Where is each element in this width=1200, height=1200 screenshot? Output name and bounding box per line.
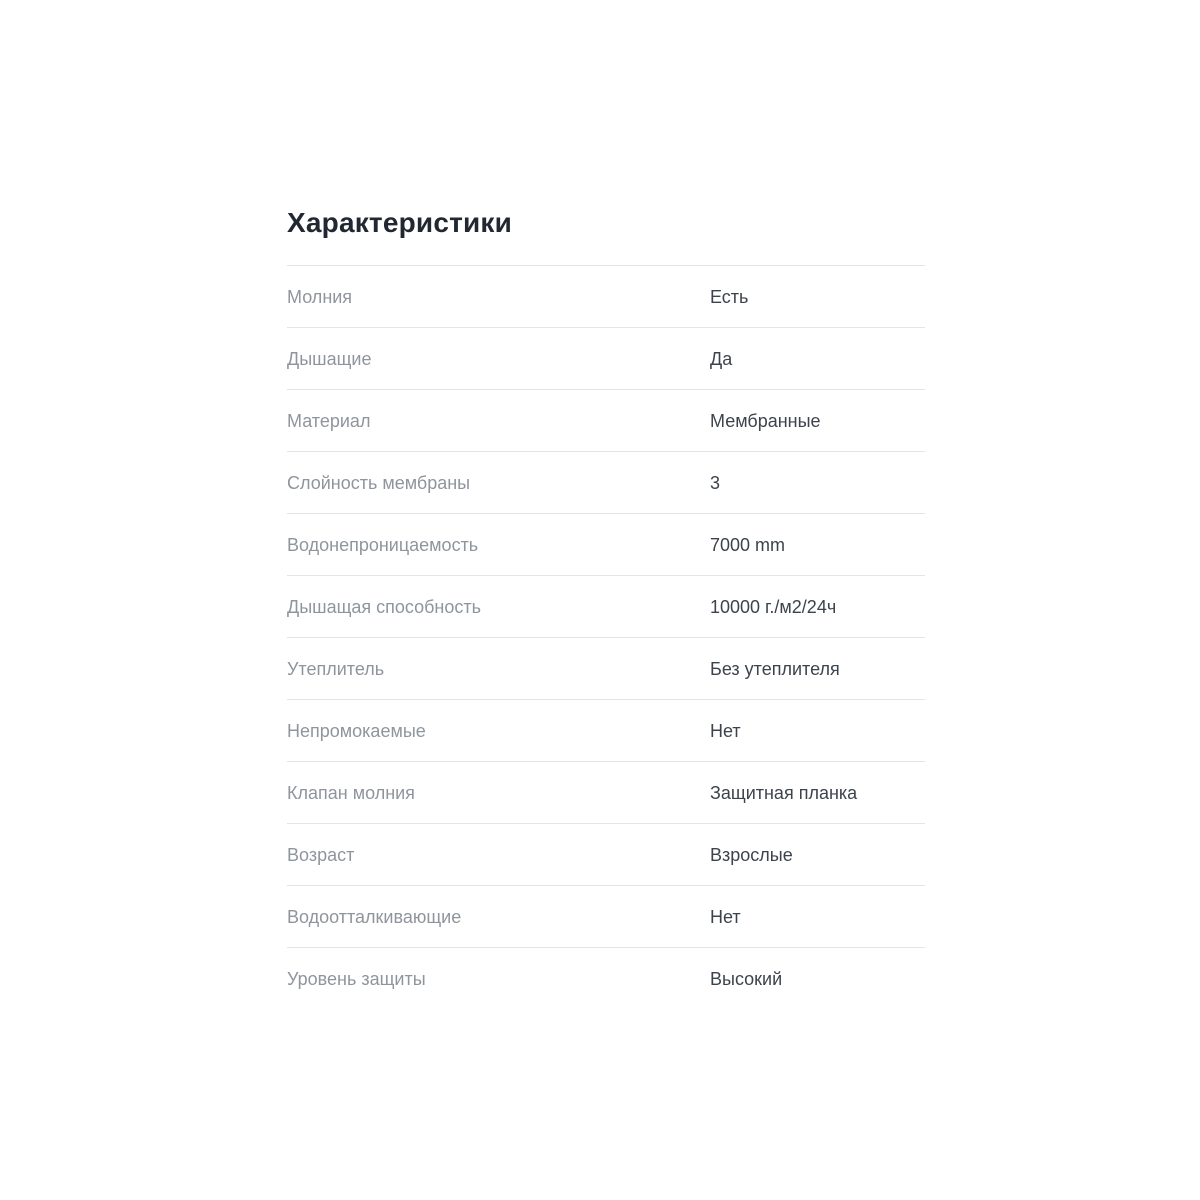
spec-row <box>287 265 925 327</box>
spec-label: Водонепроницаемость <box>287 534 479 555</box>
specs-section <box>287 206 925 1009</box>
spec-value: 7000 mm <box>710 534 786 555</box>
spec-row <box>287 327 925 389</box>
spec-row <box>287 761 925 823</box>
spec-value: Да <box>710 348 733 369</box>
spec-label: Дышащие <box>287 348 372 369</box>
spec-row <box>287 451 925 513</box>
spec-value: 3 <box>710 472 721 493</box>
spec-value: Без утеплителя <box>710 658 840 679</box>
specs-title: Характеристики <box>287 207 513 238</box>
spec-value: Высокий <box>710 968 783 989</box>
spec-value: Защитная планка <box>710 782 858 803</box>
spec-row <box>287 637 925 699</box>
spec-value: Взрослые <box>710 844 793 865</box>
spec-label: Непромокаемые <box>287 720 426 741</box>
spec-label: Возраст <box>287 844 355 865</box>
spec-row <box>287 575 925 637</box>
spec-value: Мембранные <box>710 410 821 431</box>
spec-row <box>287 513 925 575</box>
spec-value: Есть <box>710 286 749 307</box>
spec-value: Нет <box>710 906 741 927</box>
spec-row <box>287 885 925 947</box>
spec-label: Утеплитель <box>287 658 385 679</box>
spec-row <box>287 389 925 451</box>
spec-label: Уровень защиты <box>287 968 426 989</box>
spec-label: Водоотталкивающие <box>287 906 462 927</box>
spec-value: Нет <box>710 720 741 741</box>
specs-table <box>287 265 925 1009</box>
spec-label: Материал <box>287 410 371 431</box>
spec-row <box>287 699 925 761</box>
spec-value: 10000 г./м2/24ч <box>710 596 837 617</box>
spec-row <box>287 823 925 885</box>
spec-row <box>287 947 925 1009</box>
spec-label: Дышащая способность <box>287 596 482 617</box>
spec-label: Молния <box>287 286 353 307</box>
spec-label: Клапан молния <box>287 782 415 803</box>
spec-label: Слойность мембраны <box>287 472 471 493</box>
